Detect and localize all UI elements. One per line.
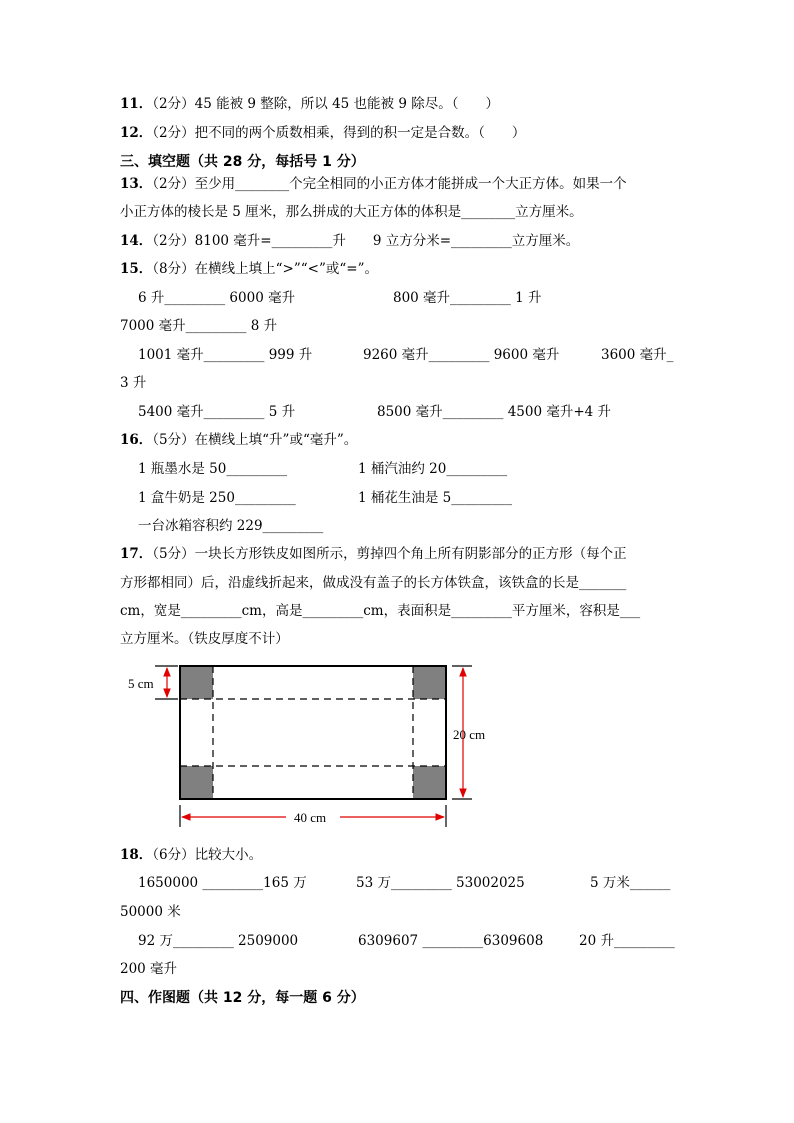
question-17-line-4: 立方厘米。（铁皮厚度不计） [120,631,289,647]
q16-item-b: 1 桶汽油约 20_________ [358,461,508,477]
question-number: 11． [120,96,153,112]
sheet-outline [180,666,446,799]
question-13 [120,174,627,194]
corner-square-bottom-right [413,766,446,799]
question-number: 12． [120,125,153,141]
q18-item-1b: 53 万_________ 53002025 [356,875,525,891]
question-text: （6分）比较大小。 [152,847,263,863]
question-18 [120,845,262,865]
sheet-length-label: 40 cm [294,810,327,825]
corner-square-top-right [413,666,446,699]
sheet-diagram [120,655,500,835]
q18-item-2c: 20 升_________ [579,933,675,949]
question-12 [120,123,525,143]
q16-item-e: 一台冰箱容积约 229_________ [138,518,324,534]
q16-item-a: 1 瓶墨水是 50_________ [138,461,288,477]
question-15 [120,259,378,279]
question-text: （5分）一块长方形铁皮如图所示，剪掉四个角上所有阴影部分的正方形（每个正 [152,546,627,562]
question-17 [120,544,627,564]
section-3-heading: 三、填空题（共 28 分，每括号 1 分） [120,154,365,170]
question-text: （2分）把不同的两个质数相乘，得到的积一定是合数。（ ） [152,125,526,141]
q16-item-c: 1 盒牛奶是 250_________ [138,490,296,506]
corner-square-top-left [180,666,213,699]
corner-size-label: 5 cm [128,676,154,691]
q15-item-3b: 9260 毫升_________ 9600 毫升 [363,347,560,363]
question-11 [120,94,499,114]
question-number: 16． [120,432,153,448]
q15-item-3a: 1001 毫升_________ 999 升 [138,347,313,363]
corner-square-bottom-left [180,766,213,799]
question-number: 13． [120,176,153,192]
question-17-line-2: 方形都相同）后，沿虚线折起来，做成没有盖子的长方体铁盒，该铁盒的长是_______ [120,575,627,591]
q18-item-1a: 1650000 _________165 万 [138,875,307,891]
question-13-line-2: 小正方体的棱长是 5 厘米，那么拼成的大正方体的体积是________立方厘米。 [120,204,583,220]
q15-item-4a: 5400 毫升_________ 5 升 [138,404,296,420]
question-number: 17． [120,546,153,562]
sheet-height-label: 20 cm [453,727,486,742]
q15-item-1a: 6 升_________ 6000 毫升 [138,290,296,306]
question-text: （2分）45 能被 9 整除，所以 45 也能被 9 除尽。（ ） [152,96,499,112]
corner-dimension [155,666,178,699]
q16-item-d: 1 桶花生油是 5_________ [358,490,513,506]
q15-item-3c: 3600 毫升_ [601,347,674,363]
q18-item-2a: 92 万_________ 2509000 [138,933,299,949]
question-number: 15． [120,261,153,277]
question-14 [120,231,579,251]
q15-item-4b: 8500 毫升_________ 4500 毫升+4 升 [377,404,612,420]
section-4-heading: 四、作图题（共 12 分，每一题 6 分） [120,990,365,1006]
question-text: （2分）8100 毫升=_________升 9 立方分米=_________立方厘米。 [152,233,580,249]
question-number: 18． [120,847,153,863]
question-number: 14． [120,233,153,249]
q18-item-2b: 6309607 _________6309608 [358,933,544,949]
question-text: （8分）在横线上填上“>”“<”或“=”。 [152,261,378,277]
q18-item-2c-cont: 200 毫升 [120,961,178,977]
question-17-line-3: cm，宽是_________cm，高是_________cm，表面积是_________平方厘米，容积是___ [120,603,641,619]
q18-item-1c-cont: 50000 米 [120,904,181,920]
fold-lines [180,666,446,799]
question-text: （2分）至少用________个完全相同的小正方体才能拼成一个大正方体。如果一个 [152,176,627,192]
q15-item-1b: 800 毫升_________ 1 升 [393,290,542,306]
question-text: （5分）在横线上填“升”或“毫升”。 [152,432,358,448]
q15-item-2: 7000 毫升_________ 8 升 [120,318,278,334]
question-16 [120,430,357,450]
q18-item-1c: 5 万米______ [590,875,671,891]
q15-item-3c-cont: 3 升 [120,375,147,391]
